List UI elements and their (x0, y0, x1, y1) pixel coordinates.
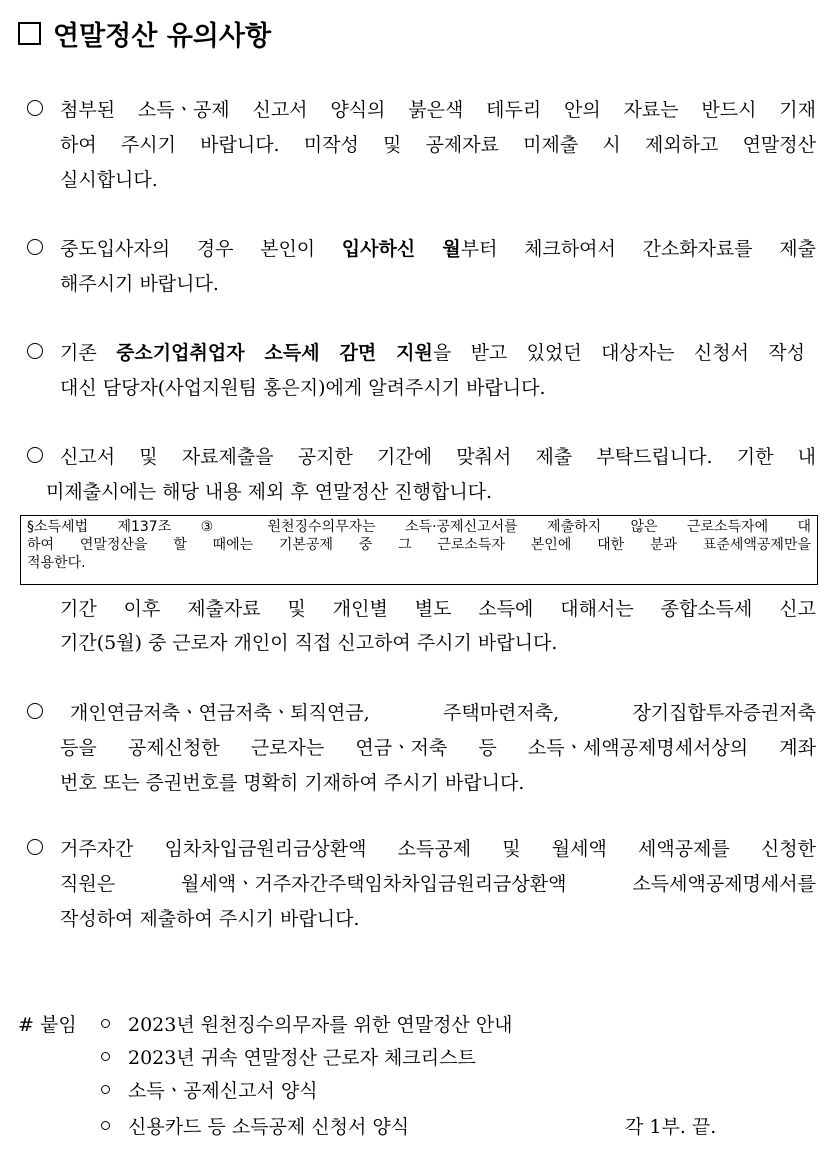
notice-3-line-2: 대신 담당자(사업지원팀 홍은지)에게 알려주시기 바랍니다. (60, 377, 546, 399)
notice-3-text-rest: 을 받고 있었던 대상자는 신청서 작성 (432, 342, 805, 364)
circle-bullet-icon (27, 839, 43, 855)
small-circle-bullet-icon (101, 1121, 110, 1130)
circle-bullet-icon (27, 447, 43, 463)
notice-1-line-2: 하여 주시기 바랍니다. 미작성 및 공제자료 미제출 시 제외하고 연말정산 (60, 134, 816, 156)
notice-3-emphasis: 중소기업취업자 소득세 감면 지원 (116, 342, 433, 364)
attachment-item-4: 신용카드 등 소득공제 신청서 양식 (128, 1116, 410, 1138)
notice-5-line-2: 등을 공제신청한 근로자는 연금ㆍ저축 등 소득ㆍ세액공제명세서상의 계좌 (60, 737, 816, 759)
notice-1-line-1: 첨부된 소득ㆍ공제 신고서 양식의 붉은색 테두리 안의 자료는 반드시 기재 (60, 99, 816, 121)
small-circle-bullet-icon (101, 1019, 110, 1028)
law-line-2: 하여 연말정산을 할 때에는 기본공제 중 그 근로소득자 본인에 대한 분과 표준세액공제만을 (27, 537, 811, 553)
notice-2-line-2: 해주시기 바랍니다. (60, 273, 219, 295)
attachment-item-2: 2023년 귀속 연말정산 근로자 체크리스트 (128, 1047, 476, 1069)
notice-6-line-3: 작성하여 제출하여 주시기 바랍니다. (60, 908, 360, 930)
circle-bullet-icon (27, 343, 43, 359)
page-title (18, 14, 271, 53)
notice-4-line-2: 미제출시에는 해당 내용 제외 후 연말정산 진행합니다. (46, 481, 493, 503)
continuation-line-1: 기간 이후 제출자료 및 개인별 별도 소득에 대해서는 종합소득세 신고 (60, 598, 816, 620)
checkbox-square-icon (18, 22, 41, 45)
notice-2-text: 중도입사자의 경우 본인이 (60, 238, 342, 260)
notice-2-emphasis: 입사하신 월 (341, 238, 461, 260)
notice-1-line-3: 실시합니다. (60, 169, 158, 191)
attachments-label: # 붙임 (18, 1014, 77, 1036)
notice-2-line-1 (60, 234, 816, 261)
notice-5-line-3: 번호 또는 증권번호를 명확히 기재하여 주시기 바랍니다. (60, 772, 525, 794)
attachment-item-3: 소득ㆍ공제신고서 양식 (128, 1080, 318, 1102)
circle-bullet-icon (27, 239, 43, 255)
attachment-closing: 각 1부. 끝. (625, 1116, 717, 1138)
law-reference-box (20, 515, 818, 585)
circle-bullet-icon (27, 100, 43, 116)
notice-5-line-1: 개인연금저축ㆍ연금저축ㆍ퇴직연금, 주택마련저축, 장기집합투자증권저축 (70, 702, 816, 724)
circle-bullet-icon (27, 703, 43, 719)
small-circle-bullet-icon (101, 1052, 110, 1061)
small-circle-bullet-icon (101, 1085, 110, 1094)
attachment-item-1: 2023년 원천징수의무자를 위한 연말정산 안내 (128, 1014, 513, 1036)
notice-4-line-1: 신고서 및 자료제출을 공지한 기간에 맞춰서 제출 부탁드립니다. 기한 내 (60, 446, 816, 468)
notice-3-text: 기존 (60, 342, 117, 364)
law-line-3: 적용한다. (27, 555, 86, 571)
notice-3-line-1 (60, 338, 805, 365)
page-title-text: 연말정산 유의사항 (53, 21, 272, 52)
notice-6-line-2: 직원은 월세액ㆍ거주자간주택임차차입금원리금상환액 소득세액공제명세서를 (60, 873, 816, 895)
notice-2-text-rest: 부터 체크하여서 간소화자료를 제출 (460, 238, 816, 260)
continuation-line-2: 기간(5월) 중 근로자 개인이 직접 신고하여 주시기 바랍니다. (60, 632, 558, 654)
law-line-1: §소득세법 제137조 ③ 원천징수의무자는 소득·공제신고서를 제출하지 않은 근로소득자에 대 (27, 519, 811, 535)
notice-6-line-1: 거주자간 임차차입금원리금상환액 소득공제 및 월세액 세액공제를 신청한 (60, 838, 816, 860)
